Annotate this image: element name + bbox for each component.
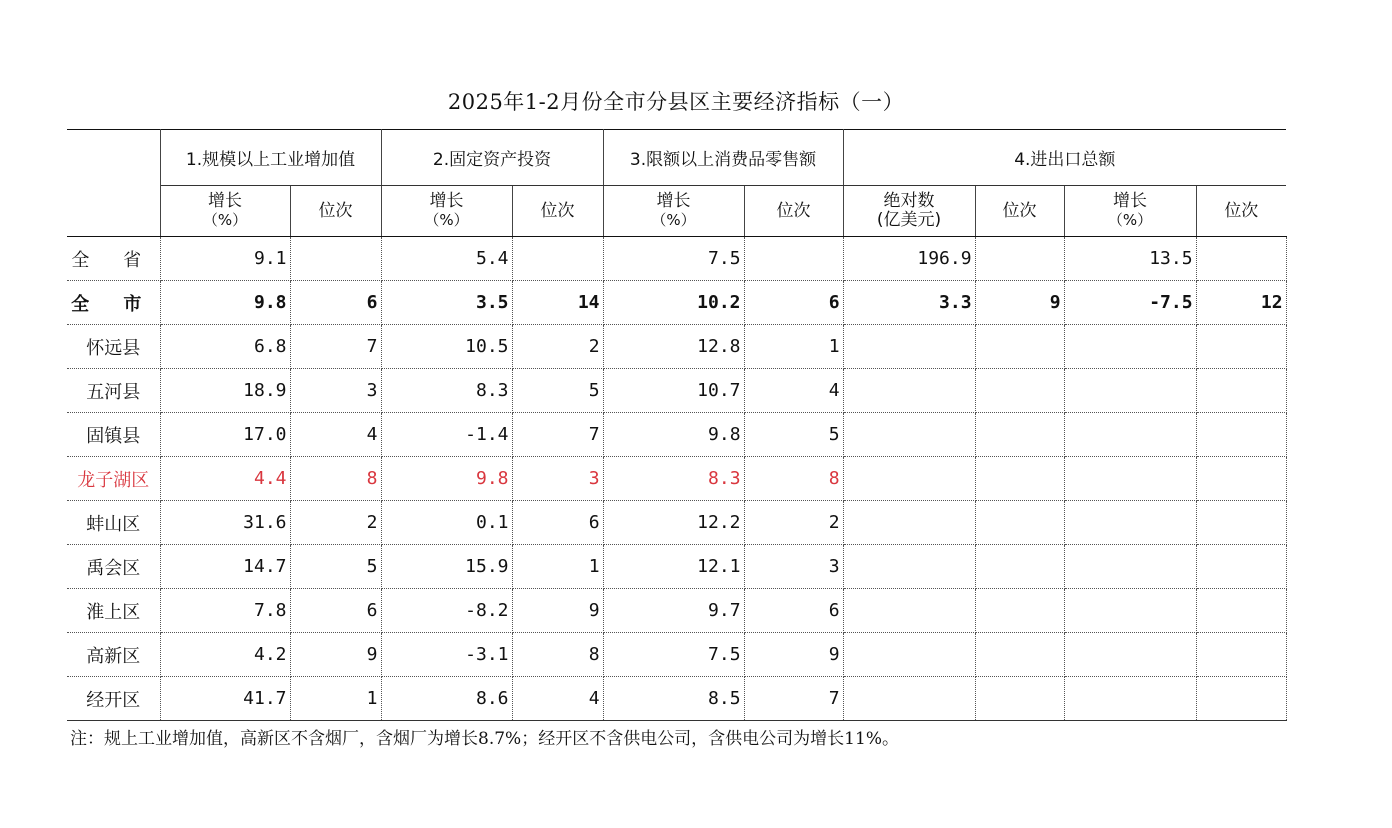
row-name: 固镇县	[67, 413, 160, 457]
cell-value: 8	[744, 457, 843, 501]
cell-value	[1196, 501, 1286, 545]
cell-value	[843, 413, 975, 457]
subheader-growth-label: 增长	[1113, 191, 1148, 211]
subheader-rank: 位次	[1196, 186, 1286, 237]
subheader-absolute-label: 绝对数	[883, 191, 935, 211]
cell-value	[843, 589, 975, 633]
row-name: 龙子湖区	[67, 457, 160, 501]
indicators-table	[67, 129, 1287, 721]
group-header-industrial: 1.规模以上工业增加值	[160, 130, 381, 186]
cell-value	[744, 237, 843, 281]
group-header-import-export: 4.进出口总额	[843, 130, 1286, 186]
cell-value: 4	[512, 677, 603, 721]
table-row	[67, 281, 1286, 325]
page-title: 2025年1-2月份全市分县区主要经济指标（一）	[447, 90, 905, 114]
cell-value: 3.3	[843, 281, 975, 325]
cell-value	[975, 633, 1064, 677]
cell-value: 10.7	[603, 369, 744, 413]
cell-value: 7	[512, 413, 603, 457]
cell-value: 1	[744, 325, 843, 369]
cell-value: 6.8	[160, 325, 290, 369]
cell-value: 14	[512, 281, 603, 325]
cell-value: 3	[512, 457, 603, 501]
cell-value	[975, 501, 1064, 545]
cell-value	[843, 633, 975, 677]
subheader-rank: 位次	[290, 186, 381, 237]
cell-value	[1064, 677, 1196, 721]
subheader-absolute	[843, 186, 975, 237]
subheader-rank: 位次	[744, 186, 843, 237]
cell-value: 8	[512, 633, 603, 677]
cell-value	[1196, 413, 1286, 457]
corner-cell	[67, 130, 160, 237]
cell-value: 41.7	[160, 677, 290, 721]
cell-value: 8	[290, 457, 381, 501]
cell-value: 9.1	[160, 237, 290, 281]
cell-value: 18.9	[160, 369, 290, 413]
cell-value: 31.6	[160, 501, 290, 545]
cell-value: 9.8	[381, 457, 512, 501]
group-header-retail-sales: 3.限额以上消费品零售额	[603, 130, 843, 186]
cell-value: 3	[290, 369, 381, 413]
row-name: 经开区	[67, 677, 160, 721]
cell-value: 5.4	[381, 237, 512, 281]
cell-value	[1064, 633, 1196, 677]
table-row	[67, 237, 1286, 281]
cell-value: -7.5	[1064, 281, 1196, 325]
cell-value	[1064, 545, 1196, 589]
cell-value: 12.1	[603, 545, 744, 589]
cell-value: 14.7	[160, 545, 290, 589]
cell-value: 2	[744, 501, 843, 545]
cell-value	[975, 589, 1064, 633]
row-name: 怀远县	[67, 325, 160, 369]
table-row	[67, 369, 1286, 413]
cell-value: 15.9	[381, 545, 512, 589]
cell-value	[1064, 501, 1196, 545]
cell-value	[975, 545, 1064, 589]
table-row	[67, 589, 1286, 633]
cell-value	[1196, 677, 1286, 721]
cell-value: 6	[290, 589, 381, 633]
cell-value: 4	[290, 413, 381, 457]
cell-value: 3.5	[381, 281, 512, 325]
cell-value: 8.6	[381, 677, 512, 721]
cell-value: 7.5	[603, 237, 744, 281]
cell-value: 6	[744, 281, 843, 325]
cell-value: 8.3	[381, 369, 512, 413]
cell-value: 196.9	[843, 237, 975, 281]
cell-value: 8.5	[603, 677, 744, 721]
cell-value: 12.2	[603, 501, 744, 545]
subheader-absolute-unit: (亿美元)	[876, 210, 942, 230]
subheader-growth	[160, 186, 290, 237]
table-row	[67, 677, 1286, 721]
cell-value	[975, 457, 1064, 501]
cell-value: 6	[290, 281, 381, 325]
cell-value	[290, 237, 381, 281]
row-name: 淮上区	[67, 589, 160, 633]
cell-value: 7	[744, 677, 843, 721]
cell-value	[975, 369, 1064, 413]
cell-value	[1196, 457, 1286, 501]
cell-value	[843, 545, 975, 589]
cell-value: 12.8	[603, 325, 744, 369]
table-row	[67, 325, 1286, 369]
subheader-growth-label: 增长	[656, 191, 691, 211]
cell-value	[843, 369, 975, 413]
cell-value	[843, 677, 975, 721]
cell-value: -1.4	[381, 413, 512, 457]
cell-value	[1064, 413, 1196, 457]
cell-value	[1064, 589, 1196, 633]
cell-value	[1064, 325, 1196, 369]
subheader-growth-label: 增长	[429, 191, 464, 211]
cell-value	[975, 413, 1064, 457]
table-row-highlighted	[67, 457, 1286, 501]
cell-value: 9	[512, 589, 603, 633]
cell-value: 5	[744, 413, 843, 457]
cell-value: 7.8	[160, 589, 290, 633]
cell-value: 3	[744, 545, 843, 589]
cell-value	[1196, 237, 1286, 281]
cell-value	[1196, 633, 1286, 677]
row-name: 禹会区	[67, 545, 160, 589]
cell-value	[1196, 369, 1286, 413]
cell-value: 2	[290, 501, 381, 545]
cell-value: 9.8	[160, 281, 290, 325]
subheader-growth-label: 增长	[208, 191, 242, 211]
cell-value	[1196, 545, 1286, 589]
cell-value: 2	[512, 325, 603, 369]
cell-value: -8.2	[381, 589, 512, 633]
cell-value: 6	[512, 501, 603, 545]
group-header-fixed-investment: 2.固定资产投资	[381, 130, 603, 186]
cell-value: 4	[744, 369, 843, 413]
cell-value: 10.5	[381, 325, 512, 369]
cell-value	[975, 325, 1064, 369]
table-row	[67, 545, 1286, 589]
header-row-groups	[67, 130, 1286, 186]
subheader-growth	[381, 186, 512, 237]
table-row	[67, 633, 1286, 677]
subheader-growth	[603, 186, 744, 237]
cell-value: 9	[744, 633, 843, 677]
cell-value: 5	[512, 369, 603, 413]
cell-value	[1196, 589, 1286, 633]
subheader-growth-unit: （%）	[651, 211, 696, 229]
cell-value: 9	[975, 281, 1064, 325]
cell-value: -3.1	[381, 633, 512, 677]
cell-value: 0.1	[381, 501, 512, 545]
cell-value: 13.5	[1064, 237, 1196, 281]
cell-value: 17.0	[160, 413, 290, 457]
cell-value: 6	[744, 589, 843, 633]
cell-value: 4.4	[160, 457, 290, 501]
footnote: 注：规上工业增加值，高新区不含烟厂，含烟厂为增长8.7%；经开区不含供电公司，含供电公司为增长11%。	[70, 729, 899, 749]
cell-value	[1064, 369, 1196, 413]
subheader-growth	[1064, 186, 1196, 237]
cell-value: 9.7	[603, 589, 744, 633]
cell-value: 9.8	[603, 413, 744, 457]
cell-value: 8.3	[603, 457, 744, 501]
row-name: 五河县	[67, 369, 160, 413]
row-name: 全 市	[67, 281, 160, 325]
row-name: 全 省	[67, 237, 160, 281]
cell-value	[1196, 325, 1286, 369]
row-name: 高新区	[67, 633, 160, 677]
table-row	[67, 413, 1286, 457]
cell-value	[843, 457, 975, 501]
cell-value: 7.5	[603, 633, 744, 677]
subheader-growth-unit: （%）	[424, 211, 469, 229]
cell-value: 9	[290, 633, 381, 677]
subheader-rank: 位次	[975, 186, 1064, 237]
cell-value: 12	[1196, 281, 1286, 325]
cell-value: 10.2	[603, 281, 744, 325]
subheader-rank: 位次	[512, 186, 603, 237]
subheader-growth-unit: （%）	[202, 211, 248, 229]
cell-value	[975, 237, 1064, 281]
subheader-growth-unit: （%）	[1107, 211, 1153, 229]
cell-value	[512, 237, 603, 281]
cell-value: 7	[290, 325, 381, 369]
cell-value	[975, 677, 1064, 721]
row-name: 蚌山区	[67, 501, 160, 545]
cell-value	[1064, 457, 1196, 501]
cell-value: 1	[512, 545, 603, 589]
table-row	[67, 501, 1286, 545]
header-row-subcolumns	[67, 186, 1286, 237]
cell-value: 4.2	[160, 633, 290, 677]
cell-value: 5	[290, 545, 381, 589]
cell-value	[843, 325, 975, 369]
cell-value: 1	[290, 677, 381, 721]
cell-value	[843, 501, 975, 545]
